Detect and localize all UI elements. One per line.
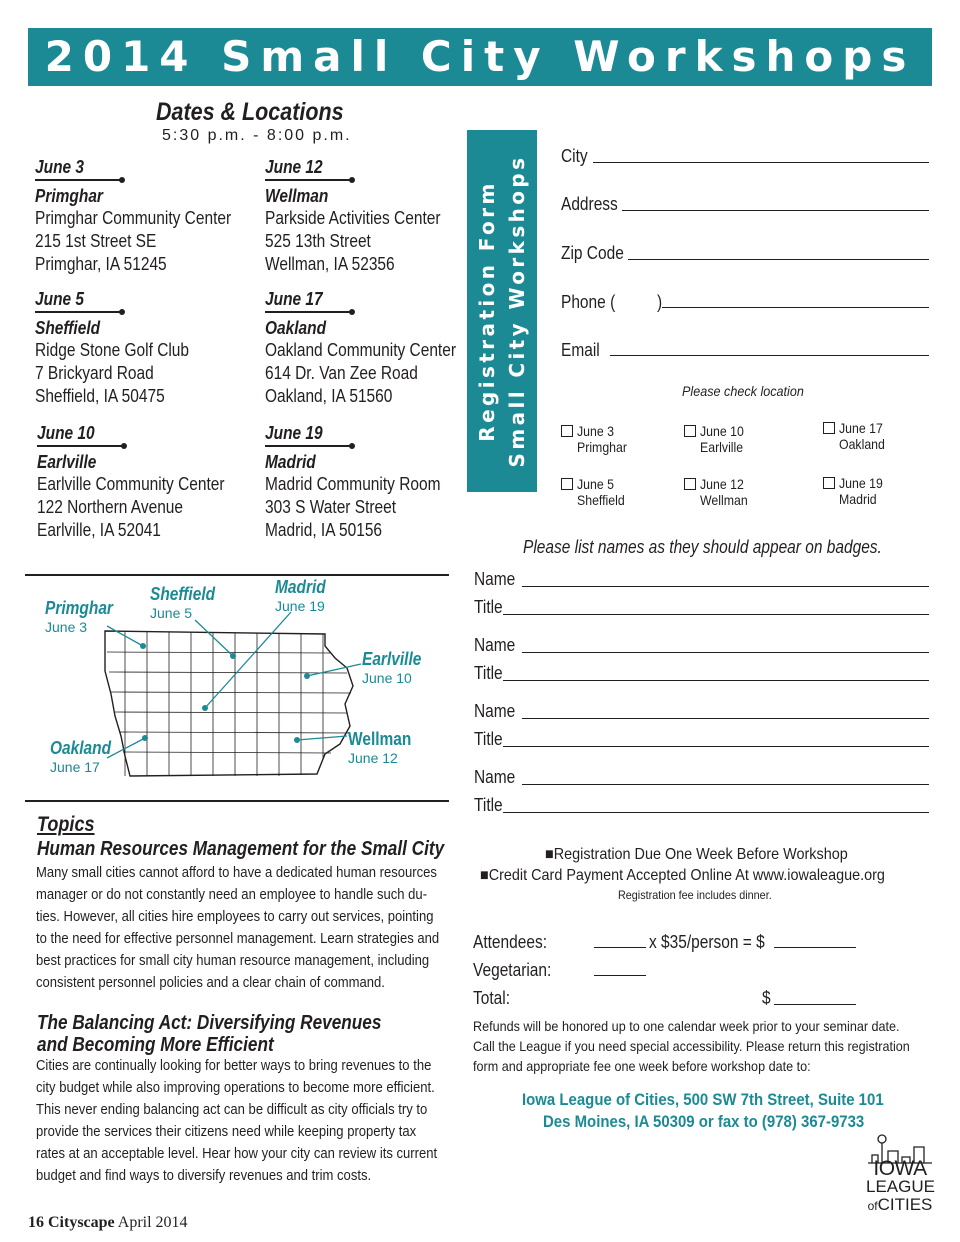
checkbox-date: June 5 <box>577 476 615 492</box>
checkbox-date: June 19 <box>839 475 883 491</box>
location-street: 7 Brickyard Road <box>35 363 154 383</box>
map-bottom-rule <box>25 800 449 802</box>
checkbox-box[interactable] <box>823 477 835 489</box>
location-venue: Primghar Community Center <box>35 208 232 228</box>
title-field-2[interactable] <box>503 680 929 681</box>
location-block <box>265 289 487 408</box>
checkbox-date: June 3 <box>577 423 615 439</box>
map-marker-wellman <box>294 737 300 743</box>
name-field-2[interactable] <box>522 652 929 653</box>
checkbox-city: Oakland <box>839 436 885 452</box>
location-date: June 3 <box>35 157 85 177</box>
city-field[interactable] <box>593 162 929 163</box>
city-label: City <box>561 146 588 166</box>
map-label-date: June 17 <box>50 759 100 775</box>
checkbox-city: Madrid <box>839 491 877 507</box>
page-number: 16 <box>28 1214 44 1231</box>
bullet-registration-due <box>545 846 848 864</box>
location-venue: Earlville Community Center <box>37 474 225 494</box>
issue-date: April 2014 <box>117 1214 188 1231</box>
location-venue: Oakland Community Center <box>265 340 457 360</box>
location-citystate: Madrid, IA 50156 <box>265 520 383 540</box>
title-label: Title <box>474 795 503 815</box>
location-date: June 5 <box>35 289 85 309</box>
divider <box>35 179 123 181</box>
title-label: Title <box>474 597 503 617</box>
text-line: budget and find ways to diversify revenues and trim costs. <box>36 1167 372 1184</box>
topic-title-line: and Becoming More Efficient <box>37 1034 274 1056</box>
location-block <box>265 157 469 276</box>
checkbox-city: Primghar <box>577 439 627 455</box>
map-marker-primghar <box>140 643 146 649</box>
location-venue: Madrid Community Room <box>265 474 441 494</box>
registration-form-tab <box>467 130 537 492</box>
zip-field[interactable] <box>628 259 929 260</box>
text-line: city budget while also improving operations to become more efficient. <box>36 1079 435 1096</box>
divider <box>265 445 353 447</box>
vertical-title-line: Small City Workshops <box>505 154 529 468</box>
location-block <box>265 423 469 542</box>
iowa-league-logo <box>866 1157 935 1215</box>
attendees-amount-field[interactable] <box>774 947 856 948</box>
pointer-line-madrid <box>205 612 291 708</box>
text-line: rates at an acceptable level. Hear how your city can review its current <box>36 1145 438 1162</box>
text-line: Many small cities cannot afford to have a dedicated human resources <box>36 864 437 881</box>
vegetarian-field[interactable] <box>594 975 646 976</box>
total-field[interactable] <box>774 1004 856 1005</box>
location-citystate: Wellman, IA 52356 <box>265 254 395 274</box>
checkbox-box[interactable] <box>684 425 696 437</box>
title-field-3[interactable] <box>503 746 929 747</box>
publication-name: Cityscape <box>48 1214 115 1231</box>
location-street: 303 S Water Street <box>265 497 397 517</box>
map-label-city: Primghar <box>45 598 113 618</box>
location-citystate: Earlville, IA 52041 <box>37 520 161 540</box>
address-label: Address <box>561 194 618 214</box>
text-line: form and appropriate fee one week before workshop date to: <box>473 1058 811 1074</box>
name-label: Name <box>474 701 516 721</box>
location-venue: Parkside Activities Center <box>265 208 441 228</box>
location-date: June 10 <box>37 423 95 443</box>
divider <box>265 311 353 313</box>
bullet-icon: ■ <box>545 846 554 863</box>
location-street: 525 13th Street <box>265 231 371 251</box>
map-label-city: Madrid <box>275 577 326 597</box>
check-location-prompt: Please check location <box>682 383 804 399</box>
location-street: 122 Northern Avenue <box>37 497 184 517</box>
text-line: manager or do not constantly need an employee to handle such du- <box>36 886 428 903</box>
location-street: 215 1st Street SE <box>35 231 157 251</box>
page-banner-title: 2014 Small City Workshops <box>28 28 932 86</box>
name-field-4[interactable] <box>522 784 929 785</box>
attendees-field[interactable] <box>594 947 646 948</box>
price-text: x $35/person = $ <box>649 932 765 952</box>
location-city: Oakland <box>265 318 327 338</box>
topics-heading: Topics <box>37 813 95 836</box>
name-label: Name <box>474 635 516 655</box>
map-label <box>348 729 422 766</box>
location-city: Wellman <box>265 186 329 206</box>
location-block <box>37 423 255 542</box>
page-footer <box>28 1214 188 1232</box>
attendees-label: Attendees: <box>473 932 548 952</box>
logo-line: LEAGUE <box>866 1177 935 1196</box>
phone-field[interactable] <box>662 307 929 308</box>
email-field[interactable] <box>610 355 929 356</box>
topic-description <box>36 1055 454 1187</box>
map-label-date: June 5 <box>150 605 193 621</box>
map-marker-madrid <box>202 705 208 711</box>
title-field-4[interactable] <box>503 812 929 813</box>
location-block <box>35 289 214 408</box>
checkbox-box[interactable] <box>561 425 573 437</box>
map-label-city: Wellman <box>348 729 412 749</box>
bullet-text: Registration Due One Week Before Workshop <box>553 846 848 863</box>
location-venue: Ridge Stone Golf Club <box>35 340 190 360</box>
mailing-address-line: Des Moines, IA 50309 or fax to (978) 367-9733 <box>543 1112 865 1131</box>
pointer-line-wellman <box>297 736 347 740</box>
text-line: Call the League if you need special accessibility. Please return this registration <box>473 1038 910 1054</box>
checkbox-city: Earlville <box>700 439 744 455</box>
bullet-icon: ■ <box>480 867 489 884</box>
checkbox-box[interactable] <box>684 478 696 490</box>
map-marker-oakland <box>142 735 148 741</box>
vertical-title-line: Registration Form <box>475 180 499 442</box>
text-line: ties. However, all cities hire employees to carry out services, pointing <box>36 908 434 925</box>
pointer-line-earlville <box>307 664 361 676</box>
location-date: June 12 <box>265 157 323 177</box>
map-label-date: June 19 <box>275 598 325 614</box>
name-field-1[interactable] <box>522 586 929 587</box>
vertical-title <box>472 130 532 492</box>
title-field-1[interactable] <box>503 614 929 615</box>
name-label: Name <box>474 767 516 787</box>
location-citystate: Sheffield, IA 50475 <box>35 386 165 406</box>
pointer-line-sheffield <box>195 620 233 656</box>
location-date: June 19 <box>265 423 323 443</box>
refund-policy <box>473 1016 910 1076</box>
email-label: Email <box>561 340 600 360</box>
name-field-3[interactable] <box>522 718 929 719</box>
logo-line: IOWA <box>873 1157 927 1180</box>
map-label-city: Sheffield <box>150 584 216 604</box>
text-line: consistent personnel policies and a clear chain of command. <box>36 974 385 991</box>
name-label: Name <box>474 569 516 589</box>
zip-label: Zip Code <box>561 243 624 263</box>
divider <box>265 179 353 181</box>
title-label: Title <box>474 729 503 749</box>
topic-title-line: The Balancing Act: Diversifying Revenues <box>37 1012 382 1034</box>
checkbox-box[interactable] <box>823 422 835 434</box>
text-line: This never ending balancing act can be difficult as city officials try to <box>36 1101 428 1118</box>
location-date: June 17 <box>265 289 323 309</box>
location-citystate: Primghar, IA 51245 <box>35 254 167 274</box>
location-city: Earlville <box>37 452 97 472</box>
checkbox-city: Sheffield <box>577 492 625 508</box>
text-line: Cities are continually looking for better ways to bring revenues to the <box>36 1057 432 1074</box>
map-marker-earlville <box>304 673 310 679</box>
text-line: provide the services their citizens need while keeping property tax <box>36 1123 417 1140</box>
divider <box>37 445 125 447</box>
map-marker-sheffield <box>230 653 236 659</box>
location-street: 614 Dr. Van Zee Road <box>265 363 418 383</box>
checkbox-date: June 12 <box>700 476 744 492</box>
title-label: Title <box>474 663 503 683</box>
topic-title: Human Resources Management for the Small City <box>37 838 445 860</box>
vegetarian-label: Vegetarian: <box>473 960 552 980</box>
map-label-city: Earlville <box>362 649 422 669</box>
total-label: Total: <box>473 988 511 1008</box>
checkbox-date: June 17 <box>839 420 883 436</box>
fee-note: Registration fee includes dinner. <box>618 888 772 902</box>
phone-label: Phone ( <box>561 292 616 312</box>
location-city: Primghar <box>35 186 103 206</box>
map-label-city: Oakland <box>50 738 112 758</box>
topic-title <box>37 1012 381 1056</box>
text-line: best practices for small city human resource management, including <box>36 952 430 969</box>
map-label-date: June 3 <box>45 619 88 635</box>
map-label <box>275 577 334 614</box>
logo-line: CITIES <box>877 1195 933 1214</box>
map-label-date: June 12 <box>348 750 398 766</box>
text-line: to the need for effective personnel management. Learn strategies and <box>36 930 440 947</box>
bullet-credit-card <box>480 867 885 885</box>
total-dollar: $ <box>762 988 771 1008</box>
phone-paren-close: ) <box>657 292 663 312</box>
badge-prompt: Please list names as they should appear on badges. <box>523 537 882 557</box>
map-label <box>150 584 226 621</box>
map-label <box>50 738 121 775</box>
location-city: Madrid <box>265 452 316 472</box>
checkbox-date: June 10 <box>700 423 744 439</box>
divider <box>35 311 123 313</box>
checkbox-box[interactable] <box>561 478 573 490</box>
mailing-address-line: Iowa League of Cities, 500 SW 7th Street, Suite 101 <box>522 1090 884 1109</box>
bullet-text: Credit Card Payment Accepted Online At www.iowaleague.org <box>488 867 885 884</box>
map-label <box>45 598 124 635</box>
topic-description <box>36 862 454 994</box>
checkbox-city: Wellman <box>700 492 748 508</box>
map-label <box>362 649 431 686</box>
dates-heading: Dates & Locations <box>156 98 344 126</box>
map-label-date: June 10 <box>362 670 412 686</box>
logo-line-small: of <box>867 1199 878 1213</box>
location-citystate: Oakland, IA 51560 <box>265 386 393 406</box>
location-city: Sheffield <box>35 318 101 338</box>
address-field[interactable] <box>622 210 929 211</box>
dates-time: 5:30 p.m. - 8:00 p.m. <box>162 127 352 144</box>
text-line: Refunds will be honored up to one calendar week prior to your seminar date. <box>473 1018 900 1034</box>
location-block <box>35 157 263 276</box>
